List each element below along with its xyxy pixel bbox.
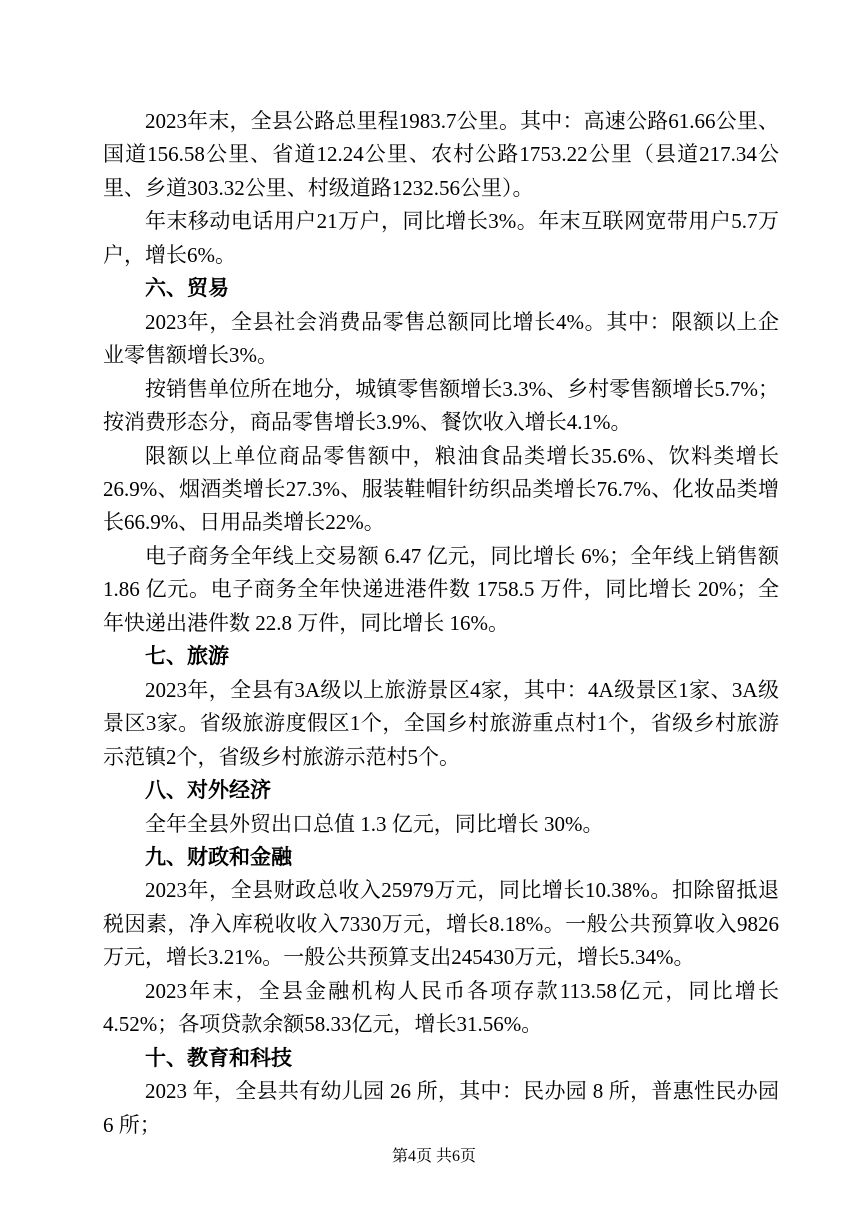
section-heading: 六、贸易 xyxy=(145,277,229,301)
paragraph: 年末移动电话用户21万户，同比增长3%。年末互联网宽带用户5.7万户，增长6%。 xyxy=(103,209,779,267)
paragraph: 按销售单位所在地分，城镇零售额增长3.3%、乡村零售额增长5.7%；按消费形态分，商品零售增长3.9%、餐饮收入增长4.1%。 xyxy=(103,376,779,435)
section-heading: 八、对外经济 xyxy=(145,779,271,803)
paragraph: 全年全县外贸出口总值 1.3 亿元，同比增长 30%。 xyxy=(145,811,604,836)
page-footer: 第4页 共6页 xyxy=(391,1148,476,1165)
section-heading: 九、财政和金融 xyxy=(145,845,292,869)
paragraph: 2023年末，全县金融机构人民币各项存款113.58亿元，同比增长4.52%；各项贷款余额58.33亿元，增长31.56%。 xyxy=(103,978,779,1037)
paragraph: 2023 年，全县共有幼儿园 26 所，其中：民办园 8 所，普惠性民办园 6 所； xyxy=(103,1079,779,1137)
paragraph: 2023年末，全县公路总里程1983.7公里。其中：高速公路61.66公里、国道156.58公里、省道12.24公里、农村公路1753.22公里（县道217.34公里、乡道303.32公里、村级道路1232.56公里）。 xyxy=(103,109,779,200)
document-body xyxy=(103,105,779,1142)
paragraph: 电子商务全年线上交易额 6.47 亿元，同比增长 6%；全年线上销售额 1.86 亿元。电子商务全年快递进港件数 1758.5 万件，同比增长 20%；全年快递出港件数 22.8 万件，同比增长 16%。 xyxy=(103,543,779,635)
paragraph: 2023年，全县有3A级以上旅游景区4家，其中：4A级景区1家、3A级景区3家。省级旅游度假区1个，全国乡村旅游重点村1个，省级乡村旅游示范镇2个，省级乡村旅游示范村5个。 xyxy=(103,677,779,769)
paragraph: 2023年，全县社会消费品零售总额同比增长4%。其中：限额以上企业零售额增长3%。 xyxy=(103,309,779,368)
paragraph: 2023年，全县财政总收入25979万元，同比增长10.38%。扣除留抵退税因素，净入库税收收入7330万元，增长8.18%。一般公共预算收入9826万元，增长3.21%。一般公共预算支出245430万元，增长5.34%。 xyxy=(103,878,779,970)
paragraph: 限额以上单位商品零售额中，粮油食品类增长35.6%、饮料类增长26.9%、烟酒类增长27.3%、服装鞋帽针纺织品类增长76.7%、化妆品类增长66.9%、日用品类增长22%。 xyxy=(103,443,779,535)
section-heading: 七、旅游 xyxy=(145,645,229,669)
section-heading: 十、教育和科技 xyxy=(145,1046,292,1070)
